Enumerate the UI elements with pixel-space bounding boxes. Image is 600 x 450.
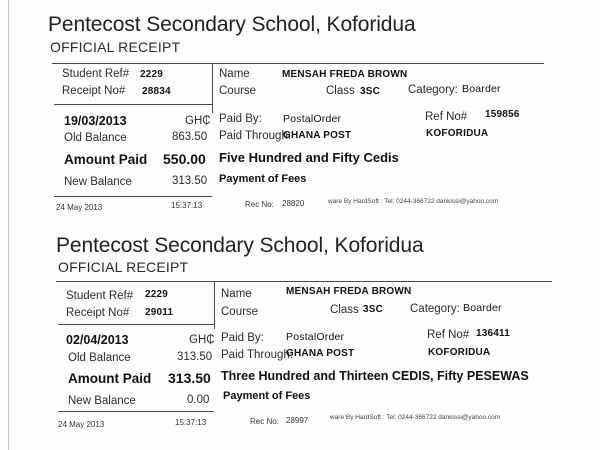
paid-through-value: GHANA POST <box>286 348 355 359</box>
ref-no-label: Ref No# <box>427 329 470 341</box>
paid-through-value: GHANA POST <box>283 130 352 141</box>
class-label: Class <box>330 304 359 316</box>
paid-through-label: Paid Through: <box>219 130 292 142</box>
software-footer: ware By HardSoft : Tel: 0244-366722 dankissi@yahoo.com <box>328 198 499 205</box>
currency-symbol: GH₵ <box>189 334 215 346</box>
paid-by-value: PostalOrder <box>286 331 345 343</box>
payment-date: 19/03/2013 <box>64 114 127 128</box>
student-name: MENSAH FREDA BROWN <box>286 286 412 297</box>
new-balance-value: 313.50 <box>172 175 208 187</box>
school-name: Pentecost Secondary School, Koforidua <box>56 234 424 257</box>
location-value: KOFORIDUA <box>428 347 491 358</box>
student-ref-value: 2229 <box>140 69 164 80</box>
payment-purpose: Payment of Fees <box>219 173 307 185</box>
rec-no-value: 28997 <box>286 416 309 425</box>
ref-no-value: 159856 <box>485 109 520 120</box>
category-label: Category: <box>408 84 458 96</box>
amount-paid-label: Amount Paid <box>64 152 148 167</box>
student-ref-value: 2229 <box>145 289 169 300</box>
bottom-rule <box>58 411 214 412</box>
student-name: MENSAH FREDA BROWN <box>282 69 408 80</box>
print-time: 15:37:13 <box>171 201 203 210</box>
print-time: 15:37:13 <box>175 418 207 427</box>
category-label: Category: <box>410 303 460 315</box>
receipt-title: OFFICIAL RECEIPT <box>50 39 181 55</box>
category-value: Boarder <box>463 302 502 314</box>
print-date: 24 May 2013 <box>58 420 105 429</box>
receipt-no-label: Receipt No# <box>62 85 126 97</box>
course-label: Course <box>221 306 259 318</box>
ref-no-label: Ref No# <box>425 111 468 123</box>
receipt-title: OFFICIAL RECEIPT <box>58 259 189 275</box>
amount-paid-label: Amount Paid <box>68 371 152 386</box>
receipt <box>0 225 600 450</box>
column-divider <box>214 281 215 329</box>
new-balance-label: New Balance <box>64 176 132 188</box>
school-name: Pentecost Secondary School, Koforidua <box>48 13 416 36</box>
category-value: Boarder <box>462 83 501 95</box>
paid-by-value: PostalOrder <box>283 113 342 125</box>
class-value: 3SC <box>363 304 384 315</box>
name-label: Name <box>221 288 252 300</box>
ref-no-value: 136411 <box>476 328 511 339</box>
paid-by-label: Paid By: <box>221 332 264 344</box>
amount-paid-value: 313.50 <box>168 370 211 386</box>
amount-in-words: Three Hundred and Thirteen CEDIS, Fifty PESEWAS <box>221 369 529 383</box>
old-balance-label: Old Balance <box>64 132 127 144</box>
new-balance-label: New Balance <box>68 395 136 407</box>
top-rule <box>56 281 552 282</box>
payment-purpose: Payment of Fees <box>223 390 311 402</box>
paid-by-label: Paid By: <box>219 113 262 125</box>
name-label: Name <box>219 68 250 80</box>
bottom-rule <box>54 196 212 197</box>
date-rule <box>58 324 214 325</box>
old-balance-value: 863.50 <box>172 131 208 143</box>
student-ref-label: Student Ref# <box>66 290 134 302</box>
date-rule <box>54 104 212 105</box>
old-balance-value: 313.50 <box>177 351 213 363</box>
top-rule <box>52 63 544 64</box>
new-balance-value: 0.00 <box>187 394 210 406</box>
amount-paid-value: 550.00 <box>163 151 206 167</box>
student-ref-label: Student Ref# <box>62 68 130 80</box>
amount-in-words: Five Hundred and Fifty Cedis <box>219 150 399 165</box>
payment-date: 02/04/2013 <box>66 333 129 347</box>
location-value: KOFORIDUA <box>426 128 489 139</box>
course-label: Course <box>219 85 257 97</box>
software-footer: ware By HardSoft : Tel: 0244-366722 dankissi@yahoo.com <box>330 414 501 421</box>
receipt-no-value: 28834 <box>142 86 171 97</box>
rec-no-label: Rec No: <box>250 417 279 426</box>
column-divider <box>212 63 213 113</box>
paid-through-label: Paid Through: <box>221 349 294 361</box>
print-date: 24 May 2013 <box>56 203 103 212</box>
class-value: 3SC <box>360 86 381 97</box>
receipt-no-value: 29011 <box>145 307 174 318</box>
class-label: Class <box>326 85 355 97</box>
currency-symbol: GH₵ <box>185 115 211 127</box>
rec-no-value: 28820 <box>282 199 305 208</box>
old-balance-label: Old Balance <box>68 352 131 364</box>
receipt-no-label: Receipt No# <box>66 307 130 319</box>
rec-no-label: Rec No: <box>245 200 274 209</box>
